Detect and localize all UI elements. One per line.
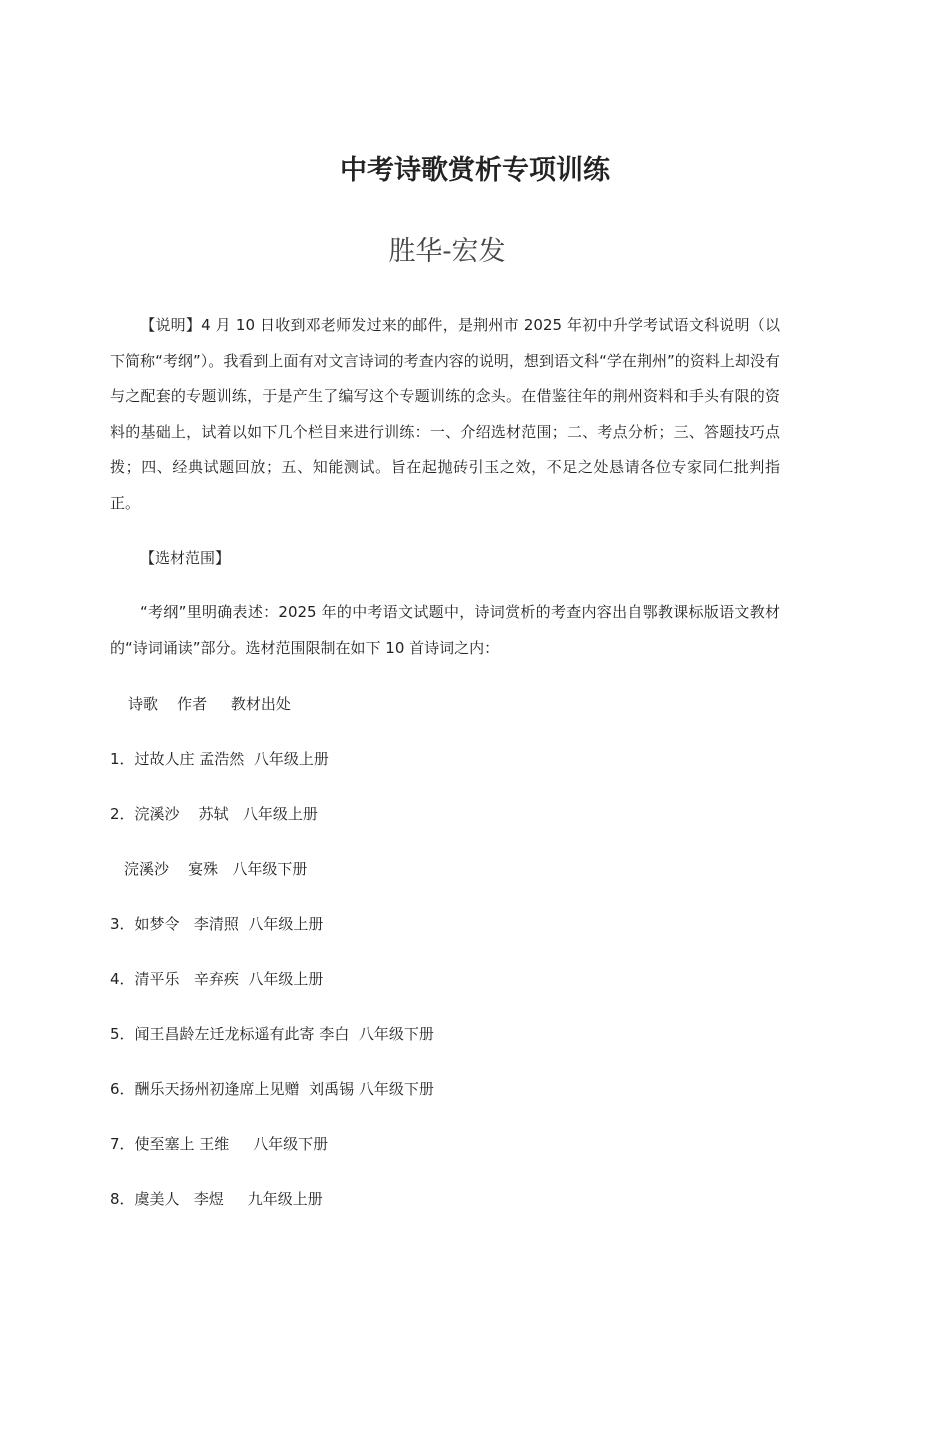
list-item: 4．清平乐 辛弃疾 八年级上册: [110, 970, 324, 988]
list-item: 浣溪沙 宴殊 八年级下册: [124, 860, 308, 878]
list-item: 3．如梦令 李清照 八年级上册: [110, 915, 324, 933]
list-item: 6．酬乐天扬州初逢席上见赠 刘禹锡 八年级下册: [110, 1080, 434, 1098]
scope-text: “考纲”里明确表述：2025 年的中考语文试题中，诗词赏析的考查内容出自鄂教课标版语文教材的“诗词诵读”部分。选材范围限制在如下 10 首诗词之内：: [110, 603, 780, 657]
table-header: 诗歌 作者 教材出处: [128, 695, 291, 713]
list-item: 7．使至塞上 王维 八年级下册: [110, 1135, 329, 1153]
scope-paragraph: [110, 595, 780, 666]
intro-text: 【说明】4 月 10 日收到邓老师发过来的邮件，是荆州市 2025 年初中升学考试语文科说明（以下简称“考纲”）。我看到上面有对文言诗词的考查内容的说明，想到语文科“学在荆州”的资料上却没有与之配套的专题训练，于是产生了编写这个专题训练的念头。在借鉴往年的荆州资料和手头有限的资料的基础上，试着以如下几个栏目来进行训练：一、介绍选材范围；二、考点分析；三、答题技巧点拨；四、经典试题回放；五、知能测试。旨在起抛砖引玉之效，不足之处恳请各位专家同仁批判指正。: [110, 316, 780, 512]
list-item: 8．虞美人 李煜 九年级上册: [110, 1190, 323, 1208]
intro-paragraph: [110, 308, 780, 521]
section-heading: 【选材范围】: [140, 549, 231, 567]
document-title: 中考诗歌赏析专项训练: [340, 155, 610, 186]
list-item: 2．浣溪沙 苏轼 八年级上册: [110, 805, 318, 823]
list-item: 1．过故人庄 孟浩然 八年级上册: [110, 750, 329, 768]
document-subtitle: 胜华-宏发: [388, 236, 506, 267]
list-item: 5．闻王昌龄左迁龙标遥有此寄 李白 八年级下册: [110, 1025, 434, 1043]
